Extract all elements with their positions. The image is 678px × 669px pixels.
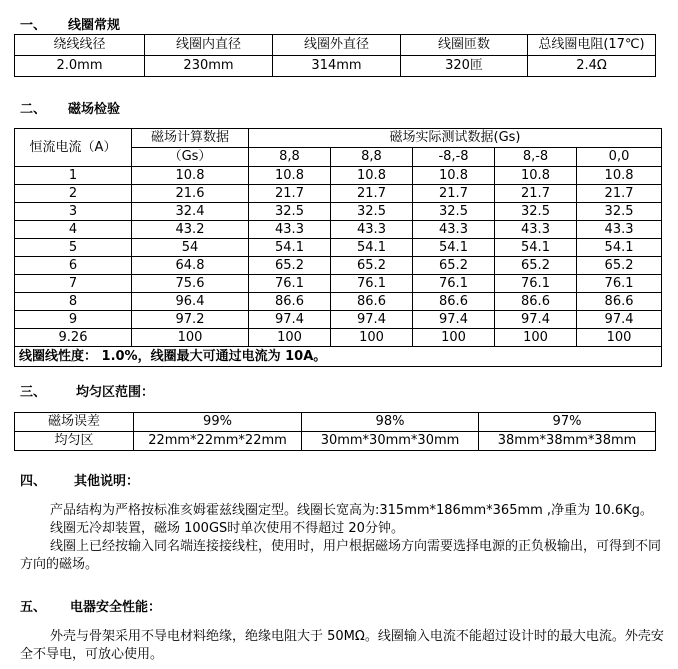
current-cell: 9.26 xyxy=(15,329,132,347)
measured-cell: 10.8 xyxy=(495,167,577,185)
measured-cell: 43.3 xyxy=(577,221,662,239)
measured-cell: 86.6 xyxy=(413,293,495,311)
measured-cell: 76.1 xyxy=(577,275,662,293)
measured-cell: 21.7 xyxy=(331,185,413,203)
table-row xyxy=(15,347,662,367)
section-2-heading xyxy=(20,98,120,117)
table-row xyxy=(15,129,662,148)
section-5-heading xyxy=(20,596,161,615)
current-cell: 6 xyxy=(15,257,132,275)
section-2-number: 二、 xyxy=(20,102,47,117)
table-row xyxy=(15,56,656,77)
section-1-number: 一、 xyxy=(20,18,47,33)
table-row xyxy=(15,432,656,451)
table-row xyxy=(15,275,662,293)
measured-cell: 100 xyxy=(577,329,662,347)
current-cell: 2 xyxy=(15,185,132,203)
position-header: 8,8 xyxy=(331,148,413,167)
header-measured: 磁场实际测试数据(Gs) xyxy=(249,129,662,148)
calc-cell: 54 xyxy=(132,239,249,257)
measured-cell: 21.7 xyxy=(249,185,331,203)
header-calc-line2: （Gs） xyxy=(132,148,249,167)
section-1-title: 线圈常规 xyxy=(68,18,121,33)
measured-cell: 21.7 xyxy=(495,185,577,203)
measured-cell: 54.1 xyxy=(577,239,662,257)
note-paragraph: 线圈无冷却装置，磁场 100GS时单次使用不得超过 20分钟。 xyxy=(50,521,404,536)
measured-cell: 76.1 xyxy=(495,275,577,293)
section-5-title: 电器安全性能： xyxy=(70,600,162,615)
section-3-heading xyxy=(20,381,154,400)
safety-notes xyxy=(20,628,670,664)
header-current: 恒流电流（A） xyxy=(15,129,132,167)
current-cell: 7 xyxy=(15,275,132,293)
measured-cell: 86.6 xyxy=(249,293,331,311)
table-row xyxy=(15,35,656,56)
measured-cell: 10.8 xyxy=(577,167,662,185)
measured-cell: 54.1 xyxy=(331,239,413,257)
value-cell: 22mm*22mm*22mm xyxy=(134,432,302,451)
measured-cell: 54.1 xyxy=(495,239,577,257)
table-row xyxy=(15,311,662,329)
current-cell: 8 xyxy=(15,293,132,311)
measured-cell: 100 xyxy=(495,329,577,347)
value-cell: 314mm xyxy=(273,56,401,77)
measured-cell: 65.2 xyxy=(495,257,577,275)
header-calc-line1: 磁场计算数据 xyxy=(132,129,249,148)
current-cell: 4 xyxy=(15,221,132,239)
section-5-number: 五、 xyxy=(20,600,47,615)
measured-cell: 43.3 xyxy=(331,221,413,239)
linearity-note: 线圈线性度： 1.0%，线圈最大可通过电流为 10A。 xyxy=(15,347,662,367)
value-cell: 30mm*30mm*30mm xyxy=(302,432,479,451)
measured-cell: 100 xyxy=(413,329,495,347)
measured-cell: 32.5 xyxy=(577,203,662,221)
measured-cell: 43.3 xyxy=(249,221,331,239)
measured-cell: 97.4 xyxy=(331,311,413,329)
measured-cell: 10.8 xyxy=(331,167,413,185)
section-3-number: 三、 xyxy=(20,385,47,400)
measured-cell: 97.4 xyxy=(577,311,662,329)
measured-cell: 65.2 xyxy=(249,257,331,275)
current-cell: 1 xyxy=(15,167,132,185)
header-cell: 线圈外直径 xyxy=(273,35,401,56)
header-cell: 线圈匝数 xyxy=(401,35,528,56)
measured-cell: 10.8 xyxy=(413,167,495,185)
calc-cell: 32.4 xyxy=(132,203,249,221)
calc-cell: 97.2 xyxy=(132,311,249,329)
row-label: 磁场误差 xyxy=(15,413,134,432)
position-header: 0,0 xyxy=(577,148,662,167)
table-row xyxy=(15,257,662,275)
table-row xyxy=(15,185,662,203)
value-cell: 320匝 xyxy=(401,56,528,77)
section-3-title: 均匀区范围： xyxy=(76,385,155,400)
header-cell: 总线圈电阻(17℃) xyxy=(528,35,656,56)
measured-cell: 97.4 xyxy=(413,311,495,329)
current-cell: 5 xyxy=(15,239,132,257)
table-row xyxy=(15,413,656,432)
calc-cell: 43.2 xyxy=(132,221,249,239)
current-cell: 3 xyxy=(15,203,132,221)
calc-cell: 10.8 xyxy=(132,167,249,185)
value-cell: 2.4Ω xyxy=(528,56,656,77)
calc-cell: 21.6 xyxy=(132,185,249,203)
table-row xyxy=(15,239,662,257)
table-row xyxy=(15,221,662,239)
table-row xyxy=(15,167,662,185)
measured-cell: 97.4 xyxy=(495,311,577,329)
position-header: -8,-8 xyxy=(413,148,495,167)
value-cell: 99% xyxy=(134,413,302,432)
measured-cell: 65.2 xyxy=(577,257,662,275)
measured-cell: 32.5 xyxy=(413,203,495,221)
other-notes xyxy=(20,502,670,574)
measured-cell: 76.1 xyxy=(413,275,495,293)
position-header: 8,-8 xyxy=(495,148,577,167)
header-cell: 绕线线径 xyxy=(15,35,145,56)
measured-cell: 86.6 xyxy=(495,293,577,311)
safety-paragraph: 外壳与骨架采用不导电材料绝缘，绝缘电阻大于 50MΩ。线圈输入电流不能超过设计时的最大电流。外壳安全不导电，可放心使用。 xyxy=(20,629,664,662)
calc-cell: 96.4 xyxy=(132,293,249,311)
value-cell: 98% xyxy=(302,413,479,432)
value-cell: 2.0mm xyxy=(15,56,145,77)
measured-cell: 54.1 xyxy=(413,239,495,257)
section-4-heading xyxy=(20,470,139,489)
value-cell: 97% xyxy=(479,413,656,432)
position-header: 8,8 xyxy=(249,148,331,167)
measured-cell: 100 xyxy=(249,329,331,347)
table-row xyxy=(15,329,662,347)
header-cell: 线圈内直径 xyxy=(145,35,273,56)
calc-cell: 100 xyxy=(132,329,249,347)
measured-cell: 10.8 xyxy=(249,167,331,185)
measured-cell: 32.5 xyxy=(249,203,331,221)
measured-cell: 32.5 xyxy=(331,203,413,221)
measured-cell: 100 xyxy=(331,329,413,347)
measured-cell: 76.1 xyxy=(331,275,413,293)
coil-spec-table xyxy=(14,34,656,77)
measured-cell: 21.7 xyxy=(413,185,495,203)
uniform-zone-table xyxy=(14,412,656,451)
measured-cell: 97.4 xyxy=(249,311,331,329)
measured-cell: 86.6 xyxy=(577,293,662,311)
measured-cell: 43.3 xyxy=(413,221,495,239)
measured-cell: 43.3 xyxy=(495,221,577,239)
measured-cell: 32.5 xyxy=(495,203,577,221)
measured-cell: 54.1 xyxy=(249,239,331,257)
table-row xyxy=(15,203,662,221)
magnetic-field-table xyxy=(14,128,662,367)
table-row xyxy=(15,293,662,311)
measured-cell: 21.7 xyxy=(577,185,662,203)
measured-cell: 65.2 xyxy=(331,257,413,275)
note-paragraph: 产品结构为严格按标准亥姆霍兹线圈定型。线圈长宽高为:315mm*186mm*365mm ,净重为 10.6Kg。 xyxy=(50,503,653,518)
value-cell: 230mm xyxy=(145,56,273,77)
measured-cell: 65.2 xyxy=(413,257,495,275)
value-cell: 38mm*38mm*38mm xyxy=(479,432,656,451)
section-1-heading xyxy=(20,14,120,33)
measured-cell: 86.6 xyxy=(331,293,413,311)
note-paragraph: 线圈上已经按输入同名端连接接线柱，使用时，用户根据磁场方向需要选择电源的正负极输出，可得到不同方向的磁场。 xyxy=(20,539,662,572)
section-4-number: 四、 xyxy=(20,474,47,489)
measured-cell: 76.1 xyxy=(249,275,331,293)
current-cell: 9 xyxy=(15,311,132,329)
calc-cell: 75.6 xyxy=(132,275,249,293)
section-4-title: 其他说明： xyxy=(74,474,140,489)
calc-cell: 64.8 xyxy=(132,257,249,275)
row-label: 均匀区 xyxy=(15,432,134,451)
section-2-title: 磁场检验 xyxy=(68,102,121,117)
